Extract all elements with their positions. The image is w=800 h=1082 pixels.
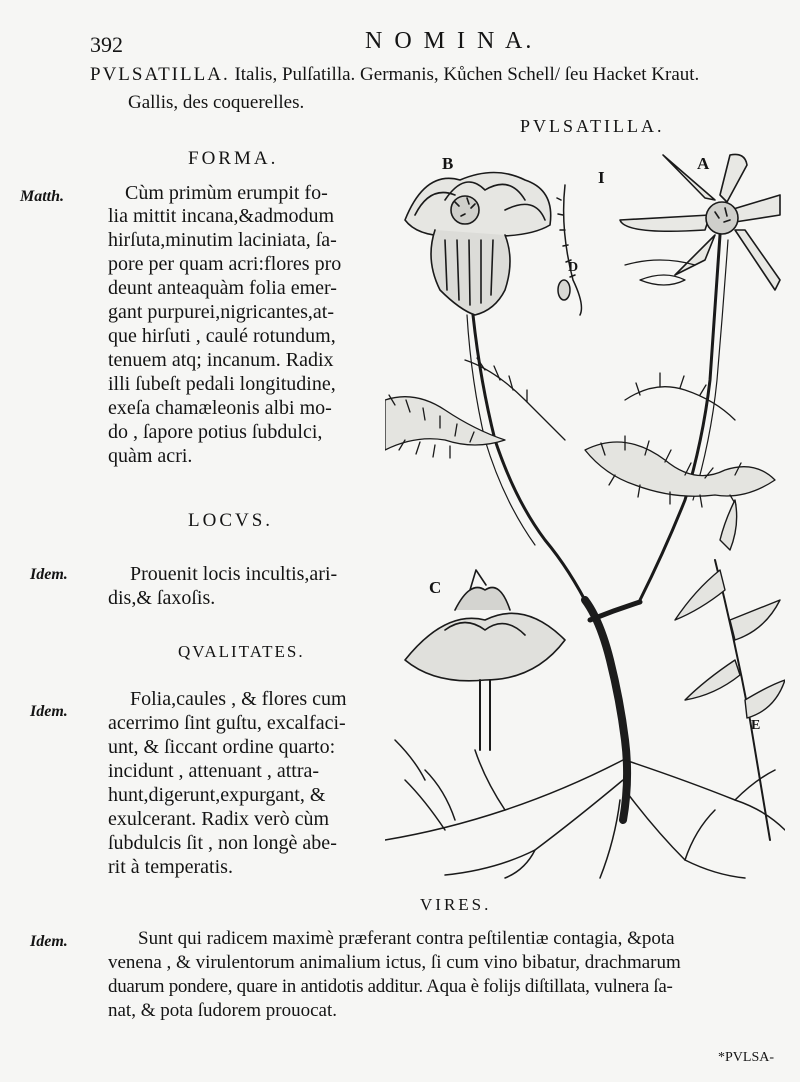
- text-line: quàm acri.: [108, 445, 193, 467]
- leaves-left: [385, 358, 565, 458]
- text-line: pore per quam acri:flores pro: [108, 253, 342, 275]
- text-line: hunt,digerunt,expurgant, &: [108, 784, 326, 806]
- plant-e: [675, 500, 785, 840]
- names-line-1: [90, 64, 699, 86]
- text-line: unt, & ſiccant ordine quarto:: [108, 736, 336, 758]
- text-line: rit à temperatis.: [108, 856, 233, 878]
- plate-title: PVLSATILLA.: [520, 116, 665, 136]
- text-line: duarum pondere, quare in antidotis additur. Aqua è folijs diſtillata, vulnera ſa-: [108, 976, 673, 997]
- text-line: dis,& ſaxoſis.: [108, 587, 216, 609]
- running-title: N O M I N A.: [365, 28, 535, 54]
- stem-b: [473, 315, 590, 610]
- figure-label-d: D: [568, 260, 579, 275]
- section-heading-qualitates: QVALITATES.: [178, 642, 305, 661]
- text-line: Folia,caules , & flores cum: [130, 688, 347, 710]
- text-line: acerrimo ſint guſtu, excalfaci-: [108, 712, 346, 734]
- text-line: lia mittit incana,&admodum: [108, 205, 335, 227]
- plant-illustration: [385, 140, 785, 880]
- seed-d: [557, 185, 581, 315]
- section-heading-forma: FORMA.: [188, 148, 279, 169]
- catchword: *PVLSA-: [718, 1050, 775, 1065]
- leaves-right: [585, 373, 775, 507]
- names-line-2: Gallis, des coquerelles.: [128, 92, 305, 113]
- text-line: venena , & virulentorum animalium ictus, ſi cum vino bibatur, drachmarum: [108, 952, 681, 973]
- pulsatilla-lead: PVLSATILLA.: [90, 64, 230, 85]
- margin-note-idem: Idem.: [30, 703, 68, 720]
- figure-label-a: A: [697, 154, 710, 173]
- text-line: que hirſuti , caulé rotundum,: [108, 325, 336, 347]
- flower-b: [405, 173, 551, 316]
- text-line: exeſa chamæleonis albi mo-: [108, 397, 332, 419]
- margin-note-idem: Idem.: [30, 566, 68, 583]
- text-line: ſubdulcis ſit , non longè abe-: [108, 832, 337, 854]
- text-line: hirſuta,minutim laciniata, ſa-: [108, 229, 337, 251]
- section-heading-locus: LOCVS.: [188, 510, 274, 531]
- section-heading-vires: VIRES.: [420, 895, 492, 914]
- text-line: Sunt qui radicem maximè præferant contra peſtilentiæ contagia, &pota: [138, 928, 675, 949]
- text-line: Prouenit locis incultis,ari-: [130, 563, 338, 585]
- text-line: exulcerant. Radix verò cùm: [108, 808, 330, 830]
- roots: [385, 740, 785, 878]
- page-number: 392: [90, 32, 123, 57]
- text-line: tenuem atq; incanum. Radix: [108, 349, 334, 371]
- stem-a: [640, 235, 720, 600]
- text-line: incidunt , attenuant , attra-: [108, 760, 320, 782]
- margin-note-idem: Idem.: [30, 933, 68, 950]
- text-line: nat, & pota ſudorem prouocat.: [108, 1000, 337, 1021]
- figure-label-e: E: [751, 718, 761, 733]
- text-line: deunt anteaquàm folia emer-: [108, 277, 337, 299]
- rhizome: [585, 600, 627, 820]
- margin-note-matth: Matth.: [20, 188, 65, 205]
- text-line: do , ſapore potius ſubdulci,: [108, 421, 323, 443]
- text-line: illi ſubeſt pedali longitudine,: [108, 373, 336, 395]
- figure-label-b: B: [442, 154, 454, 173]
- flower-a: [620, 154, 780, 290]
- vernacular-names: Italis, Pulſatilla. Germanis, Kůchen Schell/ ſeu Hacket Kraut.: [234, 64, 700, 85]
- pulsatilla-woodcut: [385, 140, 785, 880]
- text-line: Cùm primùm erumpit fo-: [125, 182, 328, 204]
- figure-label-c: C: [429, 578, 442, 597]
- figure-label-i: I: [598, 168, 605, 187]
- text-line: gant purpurei,nigricantes,at-: [108, 301, 335, 323]
